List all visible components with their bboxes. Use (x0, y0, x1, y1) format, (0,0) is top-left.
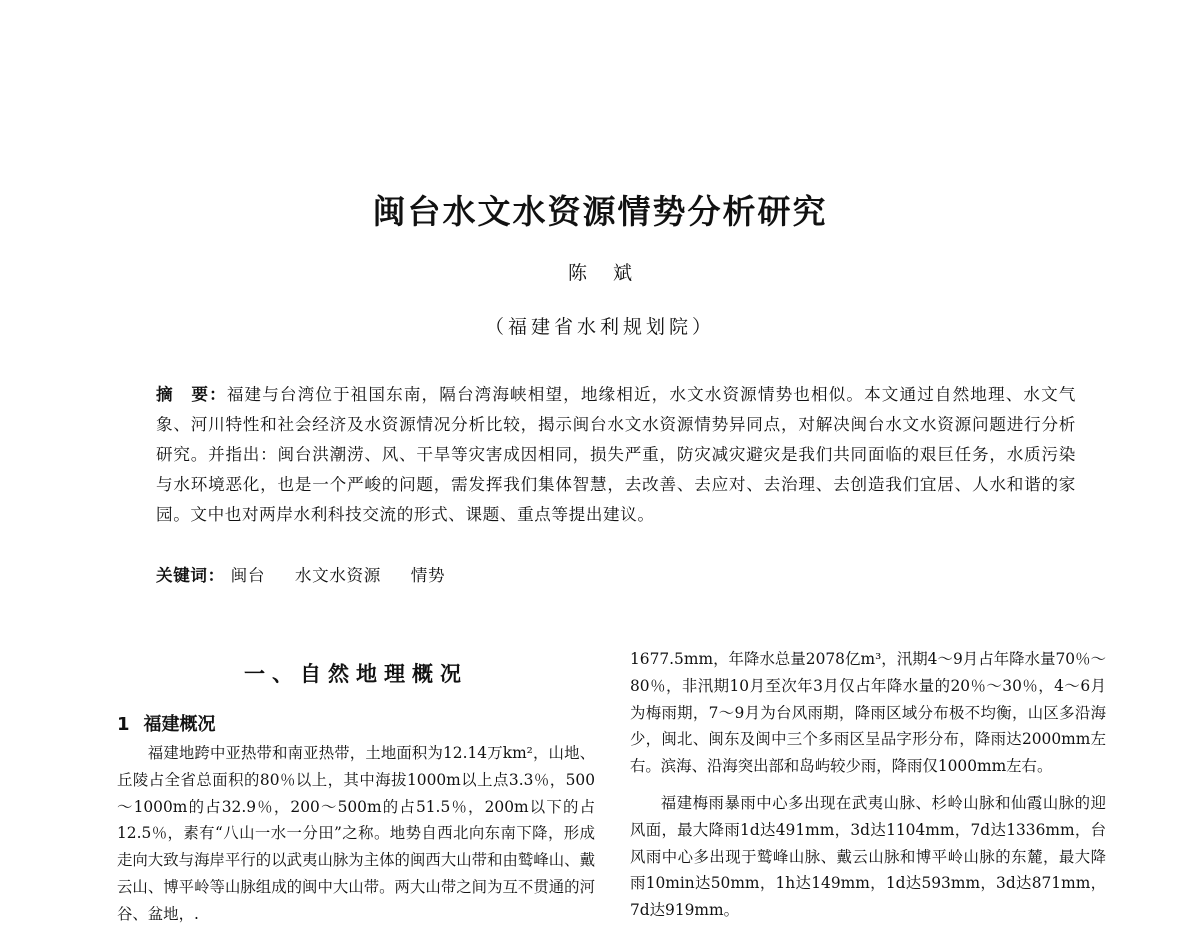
abstract (156, 380, 1076, 530)
right-column (630, 646, 1106, 924)
article-title: 闽台水文水资源情势分析研究 (372, 192, 828, 231)
abstract-text: 福建与台湾位于祖国东南，隔台湾海峡相望，地缘相近，水文水资源情势也相似。本文通过自然地理、水文气象、河川特性和社会经济及水资源情况分析比较，揭示闽台水文水资源情势异同点，对解决闽台水文水资源问题进行分析研究。并指出：闽台洪潮涝、风、干旱等灾害成因相同，损失严重，防灾减灾避灾是我们共同面临的艰巨任务，水质污染与水环境恶化，也是一个严峻的问题，需发挥我们集体智慧，去改善、去应对、去治理、去创造我们宜居、人水和谐的家园。文中也对两岸水利科技交流的形式、课题、重点等提出建议。 (156, 385, 1076, 524)
abstract-label: 摘 要： (156, 385, 227, 404)
body-paragraph: 福建地跨中亚热带和南亚热带，土地面积为12.14万km²，山地、丘陵占全省总面积的80％以上，其中海拔1000m以上点3.3％，500～1000m的占32.9％，200～500m的占51.5％，200m以下的占12.5％，素有“八山一水一分田”之称。地势自西北向东南下降，形成走向大致与海岸平行的以武夷山脉为主体的闽西大山带和由鹫峰山、戴云山、博平岭等山脉组成的闽中大山带。两大山带之间为互不贯通的河谷、盆地，. (117, 744, 595, 923)
subsection-heading (117, 710, 595, 740)
keyword-item: 闽台 (230, 566, 266, 585)
subsection-number: 1 (117, 714, 130, 735)
section-heading: 一、自然地理概况 (244, 662, 468, 686)
subsection-title: 福建概况 (143, 714, 216, 735)
keyword-item: 水文水资源 (294, 566, 381, 585)
keywords (156, 561, 1076, 591)
author-name: 陈斌 (567, 262, 658, 284)
keywords-label: 关键词： (156, 566, 225, 585)
body-paragraph: 福建梅雨暴雨中心多出现在武夷山脉、杉岭山脉和仙霞山脉的迎风面，最大降雨1d达491mm，3d达1104mm，7d达1336mm，台风雨中心多出现于鹫峰山脉、戴云山脉和博平岭山脉的东麓，最大降雨10min达50mm，1h达149mm，1d达593mm，3d达871mm，7d达919mm。 (630, 793, 1106, 920)
left-column (117, 656, 595, 928)
author-affiliation: （福建省水利规划院） (484, 316, 715, 338)
body-paragraph: 1677.5mm，年降水总量2078亿m³，汛期4～9月占年降水量70％～80％，非汛期10月至次年3月仅占年降水量的20％～30％，4～6月为梅雨期，7～9月为台风雨期，降雨区域分布极不均衡，山区多沿海少，闽北、闽东及闽中三个多雨区呈品字形分布，降雨达2000mm左右。滨海、沿海突出部和岛屿较少雨，降雨仅1000mm左右。 (630, 650, 1106, 776)
keyword-item: 情势 (410, 566, 446, 585)
